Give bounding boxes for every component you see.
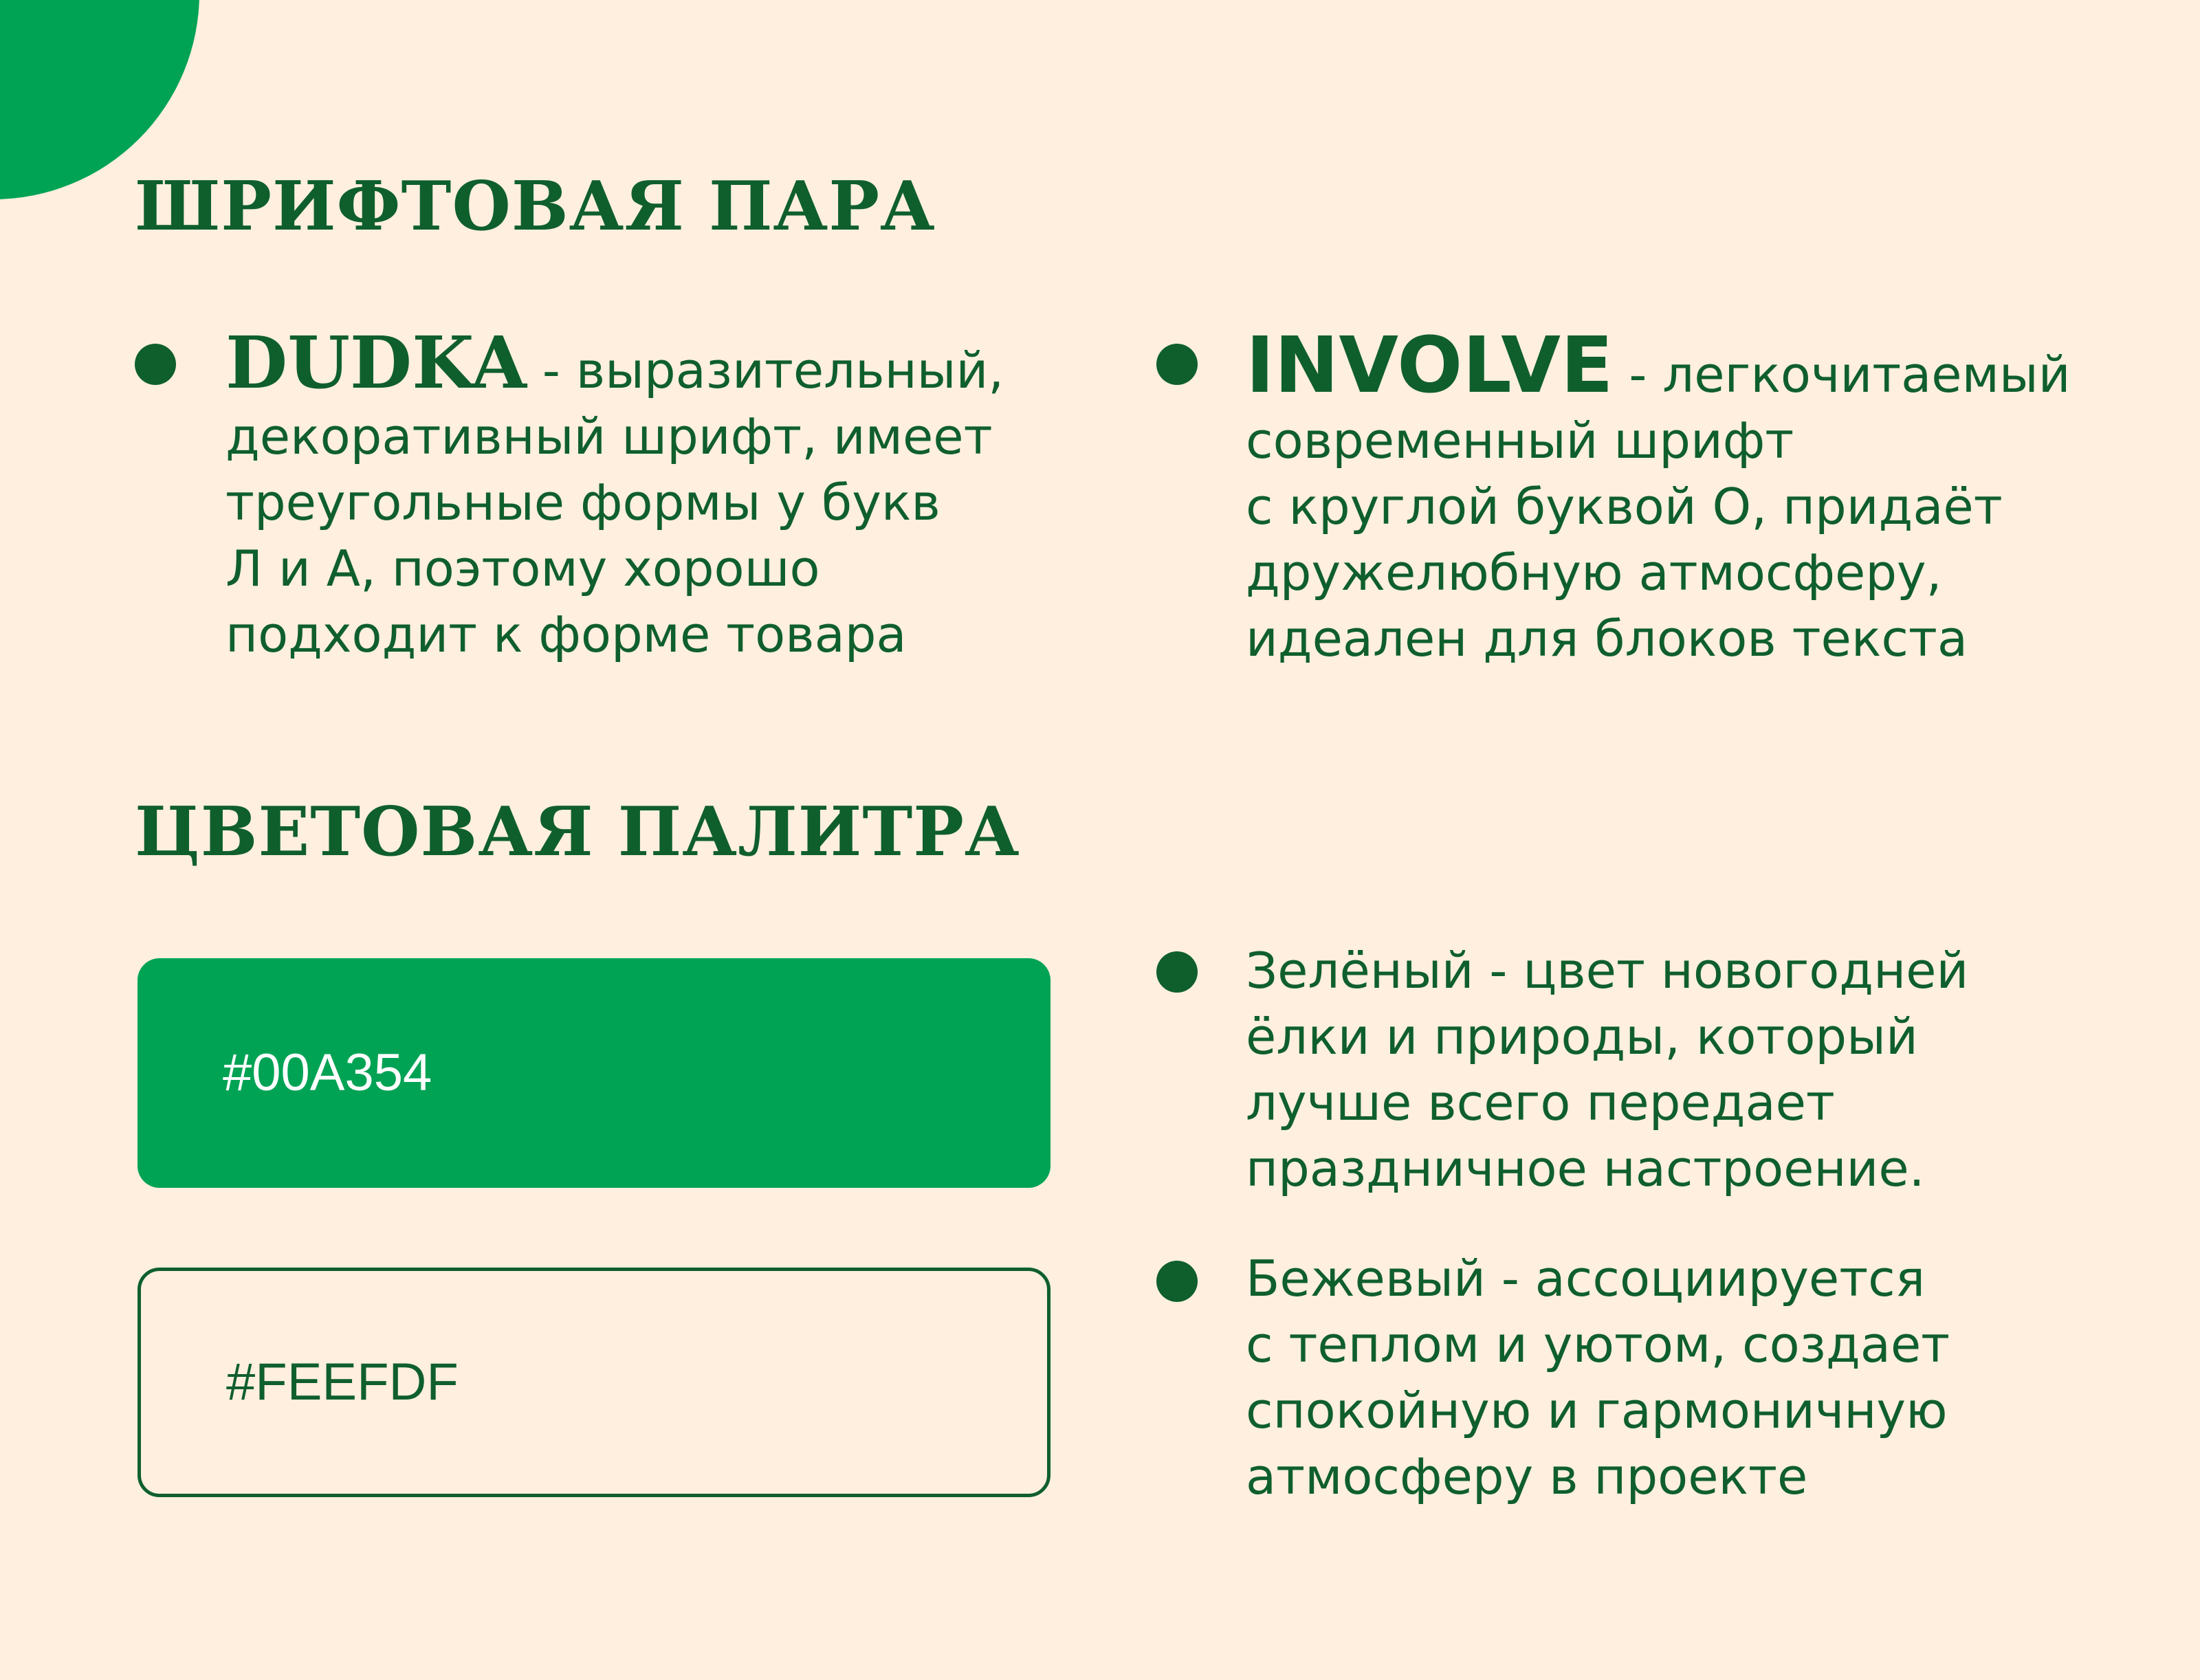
font-description-involve-line-5: идеален для блоков текста [1246, 610, 1968, 667]
section-title-palette: ЦВЕТОВАЯ ПАЛИТРА [135, 793, 1020, 872]
bullet-dudka [135, 344, 176, 385]
font-description-dudka-line-5: подходит к форме товара [226, 606, 907, 663]
color-swatch-beige [138, 1268, 1050, 1497]
color-description-beige-line-1: Бежевый - ассоциируется [1246, 1250, 1926, 1307]
bullet-green-description [1156, 951, 1198, 993]
bullet-beige-description [1156, 1261, 1198, 1302]
color-description-beige-line-2: с теплом и уютом, создает [1246, 1316, 1950, 1373]
font-description-dudka-line-1: DUDKA - выразительный, [226, 320, 1004, 405]
font-description-dudka-line-4: Л и А, поэтому хорошо [226, 540, 820, 597]
color-description-green-line-4: праздничное настроение. [1246, 1140, 1925, 1197]
font-description-dudka [226, 320, 1004, 667]
section-title-fonts: ШРИФТОВАЯ ПАРА [135, 167, 936, 246]
font-description-involve [1246, 321, 2071, 672]
font-description-involve-line-4: дружелюбную атмосферу, [1246, 544, 1942, 601]
font-description-involve-line-3: с круглой буквой О, придаёт [1246, 478, 2003, 535]
font-description-dudka-line-3: треугольные формы у букв [226, 474, 940, 531]
color-swatch-green [138, 958, 1050, 1188]
color-swatch-green-label: #00A354 [223, 1043, 432, 1102]
font-name-involve: INVOLVE [1246, 321, 1614, 410]
color-swatch-beige-label: #FEEFDF [226, 1353, 459, 1411]
font-description-involve-line-1: INVOLVE - легкочитаемый [1246, 321, 2071, 410]
font-name-dudka: DUDKA [226, 320, 527, 405]
color-description-beige [1246, 1246, 1950, 1510]
font-description-dudka-line-2: декоративный шрифт, имеет [226, 408, 993, 465]
color-description-green-line-1: Зелёный - цвет новогодней [1246, 942, 1969, 999]
font-description-involve-line-2: современный шрифт [1246, 412, 1794, 469]
color-description-beige-line-4: атмосферу в проекте [1246, 1448, 1808, 1505]
color-description-beige-line-3: спокойную и гармоничную [1246, 1382, 1948, 1439]
color-description-green-line-2: ёлки и природы, который [1246, 1008, 1918, 1065]
color-description-green [1246, 938, 1968, 1202]
bullet-involve [1156, 344, 1198, 385]
color-description-green-line-3: лучше всего передает [1246, 1074, 1835, 1131]
